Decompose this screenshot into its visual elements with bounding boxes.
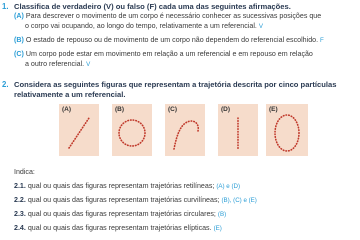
subquestion-2-2-number: 2.2. [14,196,26,204]
subquestion-2-4-number: 2.4. [14,224,26,232]
figure-e [266,104,308,156]
option-a-label: (A) [14,12,24,20]
option-a-text: Para descrever o movimento de um corpo é necessário conhecer as sucessivas posições que [25,12,322,20]
figure-a-label: (A) [62,106,72,113]
option-c-answer: V [86,60,91,68]
subquestion-2-1-number: 2.1. [14,182,26,190]
subquestion-2-3-number: 2.3. [14,210,26,218]
option-a-answer: V [258,22,263,30]
subquestion-2-3-answer: (B) [217,211,227,218]
question-2-heading-line2: relativamente a um referencial. [14,89,126,99]
hook-curve-trajectory [165,104,205,156]
question-2-number: 2. [2,80,9,89]
vertical-trajectory [218,104,258,156]
figure-a [59,104,99,156]
option-b [14,36,358,46]
subquestion-2-4-answer: (E) [213,225,222,232]
question-1-heading: Classifica de verdadeiro (V) ou falso (F) cada uma das seguintes afirmações. [14,2,291,11]
ellipse-trajectory [266,104,308,156]
figure-d [218,104,258,156]
figure-e-label: (E) [269,106,278,113]
subquestion-2-1 [14,182,240,190]
option-c-text-cont: a outro referencial. [25,59,85,68]
diagonal-trajectory [59,104,99,156]
figure-c-label: (C) [168,106,178,113]
option-a [14,12,358,31]
option-c [14,50,358,69]
subquestion-2-2 [14,196,257,204]
subquestion-2-3 [14,210,226,218]
subquestion-2-4-text: qual ou quais das figuras representam trajetórias elípticas. [27,224,212,232]
option-b-answer: F [320,37,324,44]
option-c-label: (C) [14,50,24,58]
subquestion-2-1-answer: (A) e (D) [216,183,241,190]
figure-c [165,104,205,156]
option-c-text: Um corpo pode estar em movimento em relação a um referencial e em repouso em relação [25,50,313,58]
figure-d-label: (D) [221,106,231,113]
question-2-heading-line1: Considera as seguintes figuras que representam a trajetória descrita por cinco partículas [14,80,337,89]
figure-b [112,104,152,156]
subquestion-2-1-text: qual ou quais das figuras representam trajetórias retilíneas; [27,182,215,190]
indica-label: Indica: [14,168,35,176]
option-b-text: O estado de repouso ou de movimento de um corpo não dependem do referencial escolhido. [25,36,319,44]
subquestion-2-3-text: qual ou quais das figuras representam trajetórias circulares; [27,210,216,218]
subquestion-2-4 [14,224,222,232]
subquestion-2-2-text: qual ou quais das figuras representam trajetórias curvilíneas; [27,196,220,204]
question-1-number: 1. [2,2,9,11]
question-2-heading [14,80,336,99]
option-a-text-cont: o corpo vai ocupando, ao longo do tempo, relativamente a um referencial. [25,21,257,30]
option-b-label: (B) [14,36,24,44]
circle-trajectory [112,104,152,156]
figure-b-label: (B) [115,106,125,113]
subquestion-2-2-answer: (B), (C) e (E) [221,197,257,204]
